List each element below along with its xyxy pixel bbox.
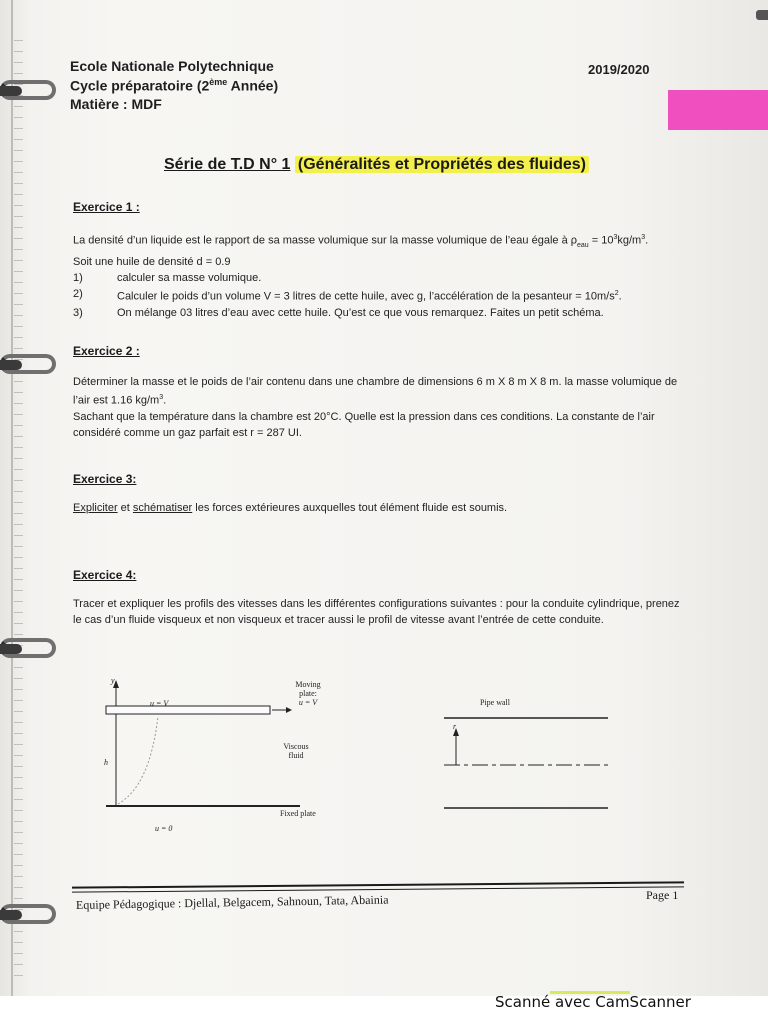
exercise-1-title: Exercice 1 : (73, 200, 140, 214)
school-name: Ecole Nationale Polytechnique (70, 58, 274, 74)
pipe-wall-label: Pipe wall (480, 698, 510, 707)
exercise-2-paragraph-1: Déterminer la masse et le poids de l’air contenu dans une chambre de dimensions 6 m X 8 m X 8 m. la masse volumique de l’air est 1.16 $kg/m^3$. (73, 376, 678, 407)
cycle-line: Cycle préparatoire (2ème Année) (70, 77, 279, 94)
page-number: Page 1 (646, 888, 679, 902)
binder-ring-shadow (0, 86, 22, 96)
page-title (164, 156, 589, 174)
page-edge (11, 0, 13, 996)
fixed-plate-label: Fixed plate (280, 809, 316, 818)
corner-mark (756, 10, 768, 20)
radius-label: r (453, 722, 457, 731)
exercise-3-title: Exercice 3: (73, 472, 137, 486)
binder-ring-shadow (0, 644, 22, 654)
viscous-fluid-label: Viscous fluid (283, 742, 309, 760)
exercise-1-body (73, 230, 689, 321)
pipe-figure (440, 700, 620, 820)
moving-plate-arrowhead (286, 707, 292, 713)
exercise-1-line-1: La densité d’un liquide est le rapport de sa masse volumique sur la masse volumique de l’eau égale à $\rho_{eau} = 10^3kg/m^3$. (73, 234, 649, 249)
bottom-velocity-label: u = 0 (155, 824, 173, 833)
exercise-1-item: 3) On mélange 03 litres d’eau avec cette huile. Qu’est ce que vous remarquez. Faites un petit schéma. (73, 306, 604, 319)
exercise-2-title: Exercice 2 : (73, 344, 140, 358)
subject-line: Matière : MDF (70, 96, 162, 112)
exercise-4-title: Exercice 4: (73, 568, 137, 582)
series-title: Série de T.D N° 1 (164, 156, 291, 173)
height-label: h (104, 758, 108, 767)
binder-ring-shadow (0, 360, 22, 370)
academic-year: 2019/2020 (588, 62, 650, 77)
exercise-1-line-2: Soit une huile de densité d = 0.9 (73, 255, 231, 268)
binder-ring-shadow (0, 910, 22, 920)
exercise-1-item: 1) calculer sa masse volumique. (73, 271, 262, 284)
moving-plate-label: Moving plate: u = V (295, 680, 321, 707)
top-velocity-label: u = V (150, 699, 169, 708)
exercise-4-body: Tracer et expliquer les profils des vitesses dans les différentes configurations suivantes : pour la conduite cylindrique, prenez le cas d’un fluide visqueux et non visqueux et tracer aussi le profil de vitesse avant l’entrée de cette conduite. (73, 598, 680, 626)
teaching-team: Equipe Pédagogique : Djellal, Belgacem, Sahnoun, Tata, Abainia (75, 892, 389, 912)
moving-plate (106, 706, 270, 714)
y-axis-label: y (111, 676, 115, 685)
notebook-ticks (14, 40, 23, 980)
series-subtitle: (Généralités et Propriétés des fluides) (295, 156, 589, 173)
exercise-2-body (73, 374, 689, 441)
exercise-2-paragraph-2: Sachant que la température dans la chambre est 20°C. Quelle est la pression dans ces conditions. La constante de l’air considéré comme un gaz parfait est r = 287 UI. (73, 410, 655, 439)
scanner-watermark: Scanné avec CamScanner (495, 993, 691, 1011)
velocity-profile (118, 716, 158, 804)
exercise-1-item: 2) Calculer le poids d’un volume V = 3 litres de cette huile, avec g, l’accélération de la pesanteur = $10m/s^2$. (73, 287, 622, 303)
pink-tab-marker (668, 90, 768, 130)
exercise-3-body: Expliciter et schématiser les forces extérieures auxquelles tout élément fluide est soumis. (73, 502, 508, 514)
